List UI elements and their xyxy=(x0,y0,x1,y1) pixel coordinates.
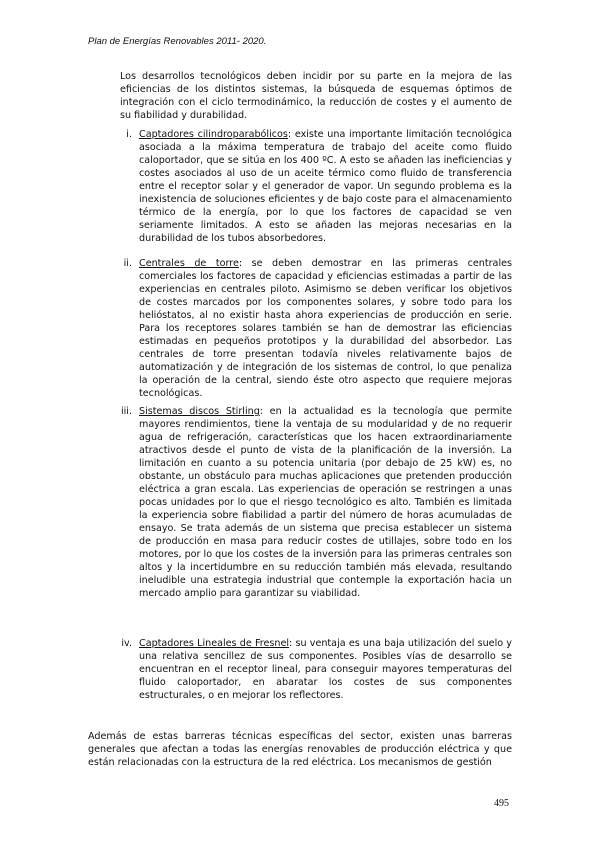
list-item-number: iii. xyxy=(120,406,132,417)
list-item-text: : existe una importante limitación tecnológica asociada a la máxima temperatura de trabajo del aceite como fluido caloportador, que se sitúa en los 400 ºC. A esto se añaden las ineficiencias y costes asociados al uso de un aceite térmico como fluido de transferencia entre el receptor solar y el generador de vapor. Un segundo problema es la inexistencia de soluciones eficientes y de bajo coste para el almacenamiento térmico de la energía, por lo que los factores de capacidad se ven seriamente limitados. A esto se añaden las mejoras necesarias en la durabilidad de los tubos absorbedores. xyxy=(139,129,512,244)
list-item-number: ii. xyxy=(123,258,132,269)
list-item-text: : se deben demostrar en las primeras centrales comerciales los factores de capacidad y eficiencias estimadas a partir de las experiencias en centrales piloto. Asimismo se deben verificar los objetivos de costes marcados por los componentes solares, y sobre todo para los helióstatos, al no existir hasta ahora experiencias de producción en serie. Para los receptores solares también se han de demostrar las eficiencias estimadas en pequeños prototipos y la durabilidad del absorbedor. Las centrales de torre presentan todavía niveles relativamente bajos de automatización y de integración de los sistemas de control, lo que penaliza la operación de la central, siendo éste otro aspecto que requiere mejoras tecnológicas. xyxy=(139,258,513,399)
list-item-term: Sistemas discos Stirling xyxy=(139,406,260,417)
page-number: 495 xyxy=(494,798,509,809)
list-item-term: Centrales de torre xyxy=(139,258,239,269)
list-item-text: : su ventaja es una baja utilización del suelo y una relativa sencillez de sus componentes. Posibles vías de desarrollo se encuentran en el receptor lineal, para conseguir mayores temperaturas del fluido caloportador, en abaratar los costes de sus componentes estructurales, o en mejorar los reflectores. xyxy=(139,638,512,701)
list-item-number: i. xyxy=(126,129,132,140)
list-item-body xyxy=(139,128,512,245)
list-item xyxy=(102,128,512,245)
list-item-body xyxy=(139,405,512,600)
closing-paragraph: Además de estas barreras técnicas específicas del sector, existen unas barreras generales que afectan a todas las energías renovables de producción eléctrica y que están relacionadas con la estructura de la red eléctrica. Los mecanismos de gestión xyxy=(88,731,512,768)
list-item-body xyxy=(139,257,512,400)
list-item-term: Captadores Lineales de Fresnel xyxy=(139,638,290,649)
running-header: Plan de Energías Renovables 2011- 2020. xyxy=(88,36,267,47)
list-item-number: iv. xyxy=(121,638,132,649)
list-item-term: Captadores cilindroparabólicos xyxy=(139,129,288,140)
list-item xyxy=(102,257,512,400)
list-item xyxy=(102,637,512,702)
intro-paragraph: Los desarrollos tecnológicos deben incidir por su parte en la mejora de las eficiencias de los distintos sistemas, la búsqueda de esquemas óptimos de integración con el ciclo termodinámico, la reducción de costes y el aumento de su fiabilidad y durabilidad. xyxy=(120,71,512,121)
list-item xyxy=(102,405,512,600)
list-item-body xyxy=(139,637,512,702)
list-item-text: : en la actualidad es la tecnología que permite mayores rendimientos, tiene la ventaja de su modularidad y de no requerir agua de refrigeración, características que los hacen extraordinariamente atractivos desde el punto de vista de la planificación de la inversión. La limitación en cuanto a su potencia unitaria (por debajo de 25 kW) es, no obstante, un obstáculo para muchas aplicaciones que pretenden producción eléctrica a gran escala. Las experiencias de operación se restringen a unas pocas unidades por lo que el riesgo tecnológico es alto. También es limitada la experiencia sobre fiabilidad a partir del número de horas acumuladas de ensayo. Se trata además de un sistema que precisa establecer un sistema de producción en masa para reducir costes de utillajes, sobre todo en los motores, por lo que los costes de la inversión para las primeras centrales son altos y la incertidumbre en su reducción también más elevada, resultando ineludible una estrategia industrial que contemple la exportación hacia un mercado amplio para garantizar su viabilidad. xyxy=(139,406,512,599)
